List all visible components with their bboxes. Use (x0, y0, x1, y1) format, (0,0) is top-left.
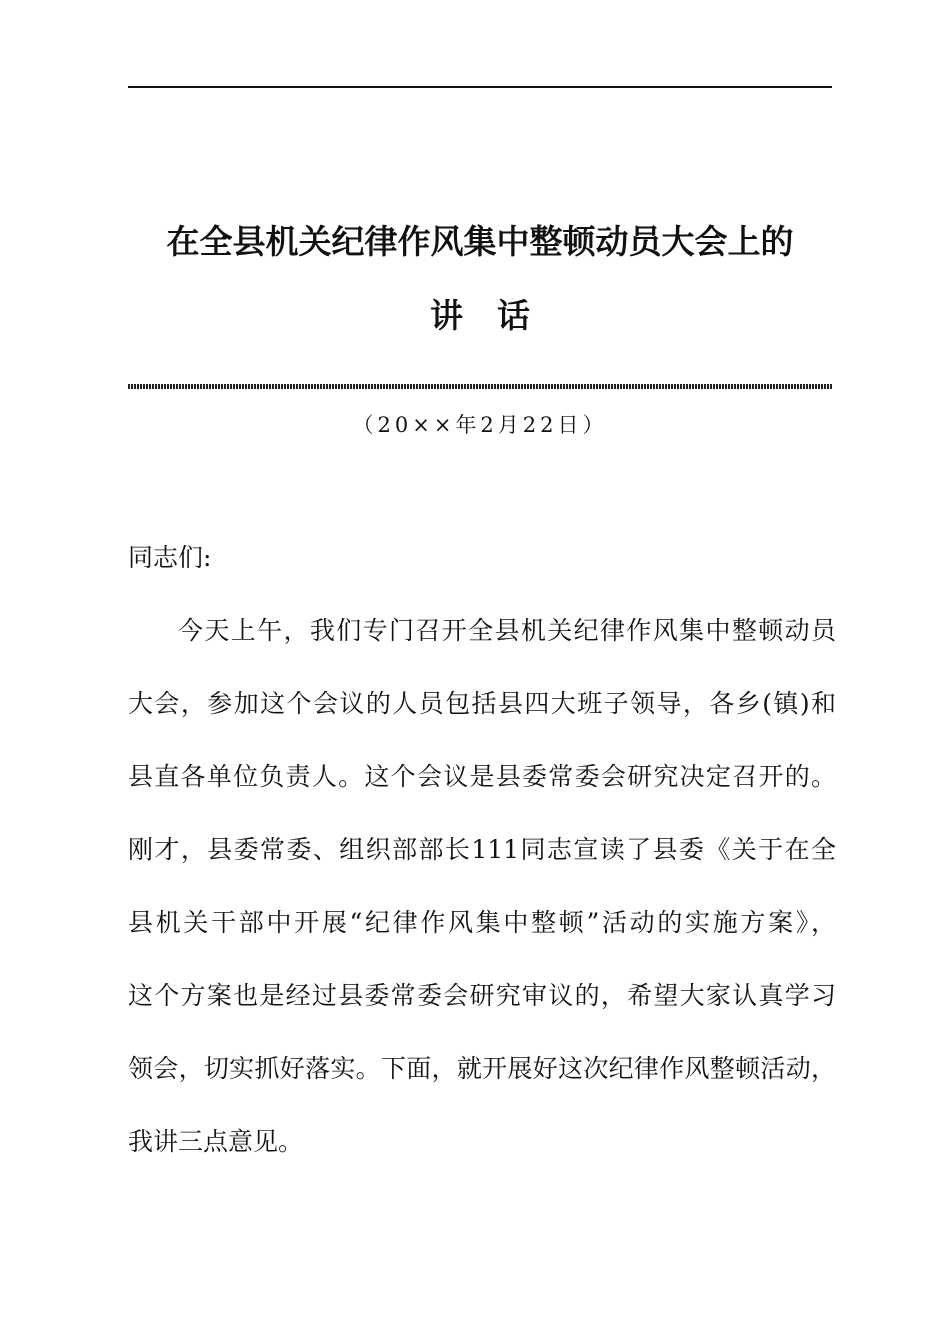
salutation: 同志们: (128, 543, 212, 572)
document-title-line-1: 在全县机关纪律作风集中整顿动员大会上的 (166, 222, 794, 261)
paragraph-line: 我讲三点意见。 (128, 1127, 304, 1156)
paragraph-line: 县机关干部中开展“纪律作风集中整顿”活动的实施方案》， (128, 908, 836, 937)
paragraph-line: 这个方案也是经过县委常委会研究审议的，希望大家认真学习 (128, 981, 836, 1010)
title-divider-rule (128, 384, 832, 389)
paragraph-line: 县直各单位负责人。这个会议是县委常委会研究决定召开的。 (128, 762, 836, 791)
header-rule (128, 86, 832, 88)
paragraph-line: 大会，参加这个会议的人员包括县四大班子领导，各乡(镇)和 (128, 689, 836, 718)
paragraph-line: 领会，切实抓好落实。下面，就开展好这次纪律作风整顿活动， (128, 1054, 836, 1083)
document-title-line-2: 讲话 (430, 296, 564, 335)
paragraph-line: 刚才，县委常委、组织部部长111同志宣读了县委《关于在全 (128, 835, 836, 864)
paragraph-line: 今天上午，我们专门召开全县机关纪律作风集中整顿动员 (178, 616, 836, 645)
speech-body (128, 534, 836, 1166)
speech-date: （20××年2月22日） (352, 413, 608, 437)
